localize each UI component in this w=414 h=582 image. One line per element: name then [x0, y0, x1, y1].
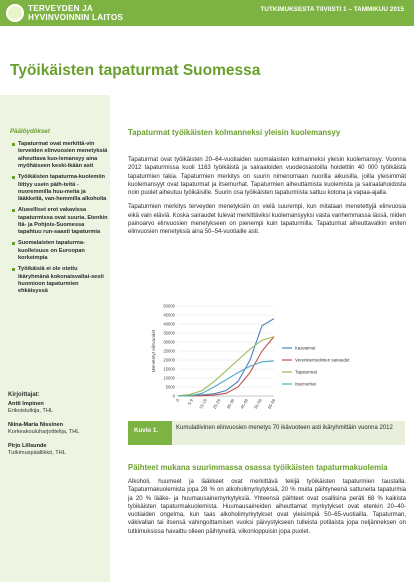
figure-caption-text: Kumulatiivinen elinvuosien menetys 70 ikävuoteen asti ikäryhmittäin vuonna 2012: [176, 425, 393, 431]
y-tick-label: 5000: [165, 384, 175, 390]
main-content-lower: [128, 463, 406, 536]
logo-icon: [6, 4, 24, 22]
author-name: Niina-Maria Nissinen: [8, 422, 64, 428]
y-tick-label: 20000: [163, 357, 175, 363]
legend-label: Itsemurhat: [295, 381, 316, 387]
logo-text-line2: HYVINVOINNIN LAITOS: [28, 13, 124, 22]
finding-item: Suomalaisten tapaturma-kuolleisuus on Euroopan korkeimpia: [12, 240, 108, 262]
authors-block: [8, 392, 108, 464]
author-name: Antti Impinen: [8, 401, 44, 407]
y-tick-label: 0: [172, 393, 175, 399]
x-tick-label: 5-9: [186, 398, 195, 406]
bullet-icon: [12, 268, 15, 271]
author-role: Tutkimuspäällikkö, THL: [8, 450, 66, 456]
author-name: Pirjo Lillsunde: [8, 443, 47, 449]
x-tick-label: 45-49: [239, 398, 249, 410]
legend-label: Tapaturmat: [295, 369, 317, 375]
body-paragraph: Alkoholi, huumeet ja lääkkeet ovat merkittävä tekijä työikäisten tapaturmien taustalla. Tapaturmakuolemista jopa 28 % on alkoholimyrkytyksiä, 20 % muita päihtyneenä sattuneita tapaturmia ja 20 % lääke- ja huumausainemyrkytyksiä. Yhteensä päihteet ovat osallisina peräti 68 % kaikista työikäisten tapaturmakuolemista. Huumausaineiden aiheuttamat myrkytykset ovat etenkin 20–40-vuotiaiden ongelma, kun taas alkoholimyrkytykset ovat yleisimpiä 50–65-vuotiailla. Tapaturman, väkivallan tai itsensä vahingoittamisen vuoksi päivystykseen tulleista potilaista jopa neljänneksen on tutkimuksissa havaittu olleen päihtyneitä, viikonloppuisin jopa puolet.: [128, 479, 406, 535]
section-heading: Tapaturmat työikäisten kolmanneksi yleisin kuolemansyy: [128, 128, 341, 137]
x-tick-label: 25-29: [211, 398, 222, 410]
bullet-icon: [12, 143, 15, 146]
series-line: [178, 319, 274, 396]
author-entry: [8, 443, 108, 457]
chart-container: [148, 300, 354, 420]
figure-caption: [128, 421, 405, 445]
bullet-icon: [12, 242, 15, 245]
legend-label: Verenkiertoelinten sairaudet: [295, 357, 350, 363]
bullet-icon: [12, 176, 15, 179]
section-heading: Päihteet mukana suurimmassa osassa työikäisten tapaturmakuolemia: [128, 463, 388, 472]
authors-heading: Kirjoittajat:: [8, 392, 40, 398]
author-entry: [8, 422, 108, 436]
finding-item: Työikäisiä ei ole otettu ikäryhmänä kokonaisvaltai-sesti huomioon tapaturmien ehkäisyssä: [12, 266, 108, 296]
x-tick-label: 55-59: [252, 398, 263, 410]
figure-label: Kuvio 1.: [128, 421, 172, 445]
y-tick-label: 50000: [163, 303, 175, 309]
finding-item: Alueelliset erot vakavissa tapaturmissa ovat suuria. Etenkin Itä- ja Pohjois-Suomessa tapahtuu run-saasti tapaturmia: [12, 207, 108, 237]
y-tick-label: 45000: [163, 312, 175, 318]
author-role: Korkeakouluharjoittelija, THL: [8, 429, 80, 435]
x-tick-label: 0: [174, 398, 181, 403]
body-paragraph: Tapaturmat ovat työikäisten 20–64-vuotiaiden suomalaisten kolmanneksi yleisin kuolemansyy. Vuonna 2012 tapaturmissa kuoli 1163 työikäistä ja sairaaloiden vuodeosastoilla hoidettiin 40 000 työikäistä tapaturmien takia. Tapaturmien merkitys on suurin nimenomaan nuorilla aikuisilla, joilla yleisimmät kuolemansyyt ovat tapaturmat ja itsemurhat. Tapaturmien aiheuttamista kuolemista ja sairaalahoidosta noin puolet aiheutuu työikäisille. Suurin osa työikäisten tapaturmista sattuu kotona ja vapaa-ajalla.: [128, 157, 406, 197]
x-tick-label: 35-39: [225, 398, 236, 410]
body-paragraph: Tapaturmien merkitys terveyden menetyksiin on vielä suurempi, kun mitataan menetettyjä elinvuosia eikä vain eläviä. Koska sairaudet tulevat merkittäviksi kuolemansyyksi vasta vanhemmassa iässä, niiden painoarvo elinvuosien menetykseen on pienempi kuin tapaturmilla. Tapaturmat aiheuttavatkin eniten elinvuosien menetyksiä aina 50–54-vuotiaille asti.: [128, 204, 406, 236]
y-tick-label: 10000: [163, 375, 175, 381]
series-issue-label: TUTKIMUKSESTA TIIVIISTI 1 – TAMMIKUU 2015: [260, 6, 404, 13]
main-content: [128, 128, 406, 237]
header-bar: [0, 0, 414, 26]
y-tick-label: 15000: [163, 366, 175, 372]
y-tick-label: 30000: [163, 339, 175, 345]
author-role: Erikoistutkija, THL: [8, 408, 53, 414]
logo-text-line1: TERVEYDEN JA: [28, 4, 94, 13]
legend-label: Kasvaimet: [295, 345, 316, 351]
bullet-icon: [12, 209, 15, 212]
x-tick-label: 15-19: [198, 398, 208, 410]
y-axis-label: Menetetyt elinvuodet: [151, 329, 156, 373]
findings-heading: Päälöydökset: [10, 128, 50, 135]
finding-item: Tapaturmat ovat merkittä-vin terveiden elinvuosien menetyksiä aiheuttava kuo-lemansyy aina myöhäiseen keski-ikään asti: [12, 141, 108, 171]
author-entry: [8, 401, 108, 415]
sidebar: [0, 95, 110, 582]
thl-logo: [6, 2, 136, 24]
cumulative-life-years-chart: [148, 300, 354, 420]
page-title: Työikäisten tapaturmat Suomessa: [10, 62, 261, 79]
finding-item: Työikäisten tapaturma-kuolemiin liittyy usein päih-teitä - nuoremmilla huu-meita ja lääkkeitä, van-hemmilla alkoholia: [12, 174, 108, 204]
y-tick-label: 35000: [163, 330, 175, 336]
y-tick-label: 40000: [163, 321, 175, 327]
x-tick-label: 65-69: [266, 398, 277, 410]
y-tick-label: 25000: [163, 348, 175, 354]
findings-list: [12, 141, 108, 299]
